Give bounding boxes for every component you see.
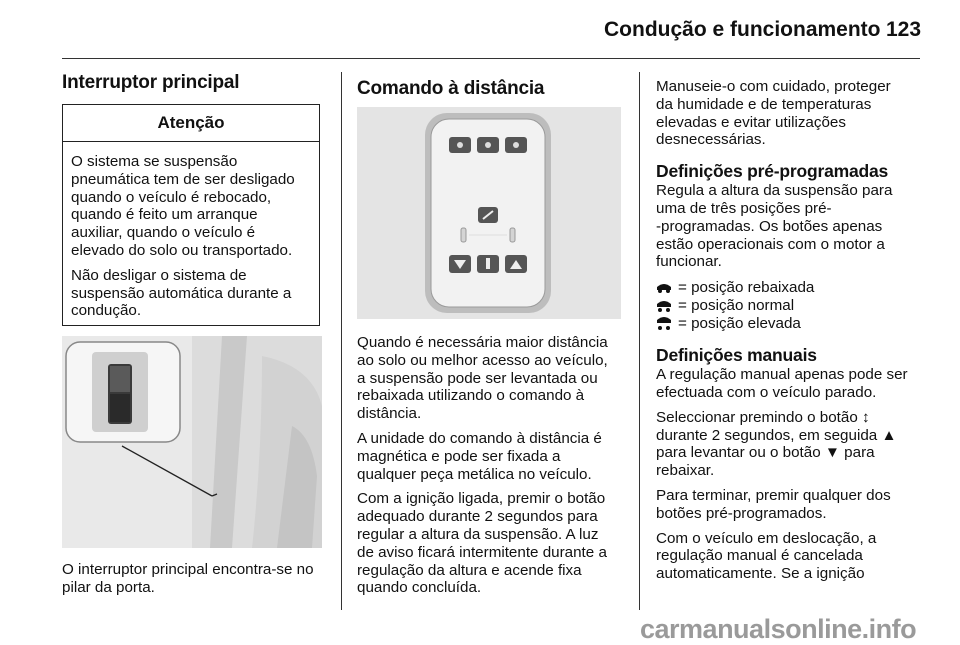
paragraph: Manuseie-o com cuidado, proteger da humidade e de temperaturas elevadas e evitar utilizações desnecessárias. bbox=[656, 78, 891, 149]
column-2 bbox=[357, 78, 637, 100]
warning-box bbox=[62, 104, 320, 326]
section-heading: Comando à distância bbox=[357, 78, 545, 99]
warning-title: Atenção bbox=[63, 105, 319, 142]
watermark: carmanualsonline.info bbox=[640, 614, 917, 644]
down-arrow-icon: ▼ bbox=[824, 444, 840, 462]
column-divider bbox=[639, 72, 640, 610]
paragraph: Seleccionar premindo o botão ↕ durante 2 segundos, em seguida ▲ para levantar ou o botão ▼ para rebaixar. bbox=[656, 408, 897, 480]
column-1 bbox=[62, 72, 332, 94]
preset-buttons bbox=[449, 137, 527, 153]
symbol-row: = posição rebaixada bbox=[656, 279, 928, 297]
warning-para: Não desligar o sistema de suspensão automática durante a condução. bbox=[71, 266, 292, 320]
warning-para: O sistema se suspensão pneumática tem de ser desligado quando o veículo é rebocado, quando é feito um arranque auxiliar, quando o veículo é elevado do solo ou transportado. bbox=[71, 153, 295, 259]
symbol-row: = posição normal bbox=[656, 297, 928, 315]
remote-control-illustration bbox=[357, 107, 621, 319]
column-3 bbox=[656, 78, 928, 583]
paragraph: Para terminar, premir qualquer dos botões pré-programados. bbox=[656, 486, 891, 522]
section-heading: Interruptor principal bbox=[62, 72, 240, 93]
symbol-list bbox=[656, 279, 928, 333]
page-number: 123 bbox=[886, 18, 922, 41]
paragraph: Regula a altura da suspensão para uma de três posições pré- -programadas. Os botões apenas estão operacionais com o motor a funcionar. bbox=[656, 182, 893, 271]
car-low-icon bbox=[656, 282, 678, 294]
paragraph: A regulação manual apenas pode ser efectuada com o veículo parado. bbox=[656, 366, 908, 401]
paragraph: Com o veículo em deslocação, a regulação manual é cancelada automaticamente. Se a ignição bbox=[656, 529, 877, 583]
paragraph: A unidade do comando à distância é magnética e pode ser fixada a qualquer peça metálica no veículo. bbox=[357, 429, 602, 483]
subsection-heading: Definições pré-programadas bbox=[656, 161, 889, 182]
up-arrow-icon: ▲ bbox=[881, 426, 897, 444]
car-normal-icon bbox=[656, 300, 678, 313]
manual-button-icon: ↕ bbox=[862, 408, 870, 426]
car-high-icon bbox=[656, 317, 678, 331]
symbol-row: = posição elevada bbox=[656, 315, 928, 333]
subsection-heading: Definições manuais bbox=[656, 345, 817, 366]
header-rule bbox=[62, 58, 920, 59]
page-header-title: Condução e funcionamento bbox=[604, 18, 881, 41]
main-switch-illustration bbox=[62, 336, 322, 548]
column-divider bbox=[341, 72, 342, 610]
column-2-text bbox=[357, 334, 637, 597]
paragraph: Com a ignição ligada, premir o botão adequado durante 2 segundos para regular a altura da suspensão. A luz de aviso ficará intermitente durante a regulação da altura e acende fixa quando concluída. bbox=[357, 490, 607, 597]
figure-caption: O interruptor principal encontra-se no pilar da porta. bbox=[62, 561, 314, 596]
paragraph: Quando é necessária maior distância ao solo ou melhor acesso ao veículo, a suspensão pode ser levantada ou rebaixada utilizando o comando à distância. bbox=[357, 334, 608, 423]
